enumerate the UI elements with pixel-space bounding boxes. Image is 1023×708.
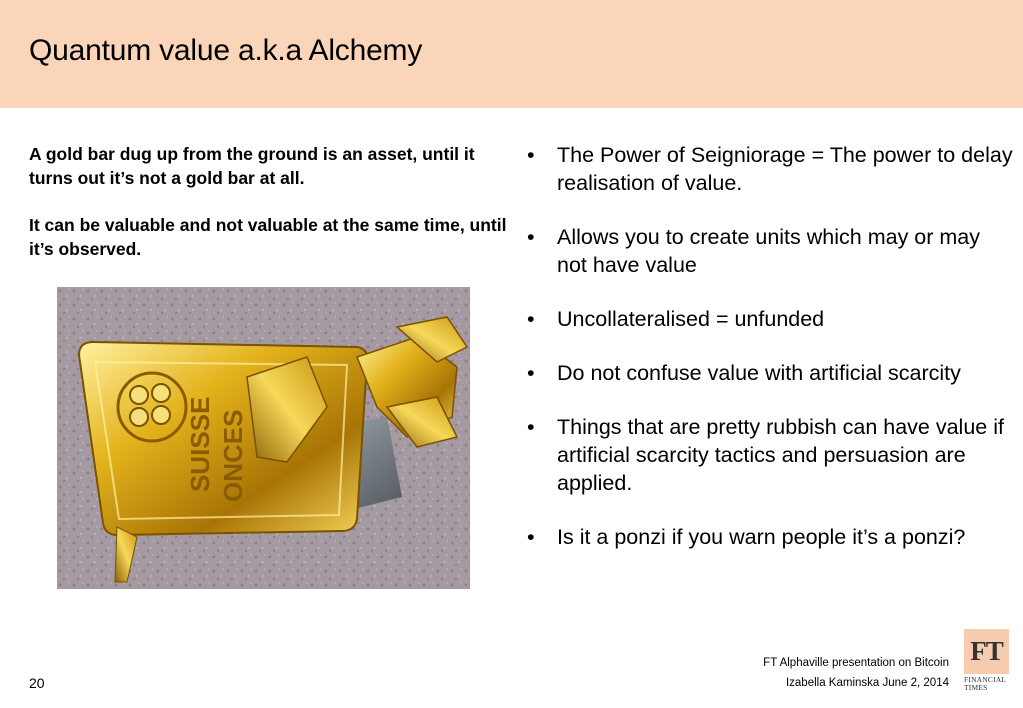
footer-author-date: Izabella Kaminska June 2, 2014 (785, 677, 949, 689)
bullet-text: Is it a ponzi if you warn people it’s a ponzi? (557, 525, 966, 549)
bullet-item (525, 305, 1015, 333)
bullet-item (525, 413, 1015, 497)
ft-logo: FT (964, 629, 1009, 674)
bullet-dot: • (527, 143, 535, 167)
bullet-item (525, 223, 1015, 279)
left-paragraph-2: It can be valuable and not valuable at the same time, until it’s observed. (29, 215, 507, 259)
bullet-text: Uncollateralised = unfunded (557, 307, 825, 331)
bullet-text: Allows you to create units which may or may not have value (557, 225, 980, 277)
ft-logo-sub-line-1: FINANCIAL (964, 675, 1007, 684)
slide-title: Quantum value a.k.a Alchemy (29, 34, 423, 67)
bullet-item (525, 359, 1015, 387)
title-banner (0, 0, 1023, 108)
bullet-text: Things that are pretty rubbish can have value if artificial scarcity tactics and persuasion are applied. (557, 415, 1004, 495)
bullet-dot: • (527, 415, 535, 439)
bullet-dot: • (527, 225, 535, 249)
bar-stamp-onces: ONCES (218, 409, 248, 502)
bullet-dot: • (527, 525, 535, 549)
ft-logo-sub-line-2: TIMES (964, 683, 988, 692)
bullet-dot: • (527, 307, 535, 331)
bullet-dot: • (527, 361, 535, 385)
left-paragraph-1: A gold bar dug up from the ground is an asset, until it turns out it’s not a gold bar at all. (29, 144, 475, 188)
bullet-item (525, 141, 1015, 197)
ft-logo-subtitle (964, 676, 1014, 692)
fake-gold-bar-photo (57, 287, 470, 589)
footer-presentation-title: FT Alphaville presentation on Bitcoin (763, 657, 949, 669)
bullet-text: Do not confuse value with artificial scarcity (557, 361, 961, 385)
bullet-list (525, 141, 1015, 577)
bar-stamp-suisse: SUISSE (185, 396, 215, 492)
bullet-text: The Power of Seigniorage = The power to delay realisation of value. (557, 143, 1013, 195)
left-text-block (29, 142, 509, 284)
bullet-item (525, 523, 1015, 551)
page-number: 20 (29, 675, 45, 691)
